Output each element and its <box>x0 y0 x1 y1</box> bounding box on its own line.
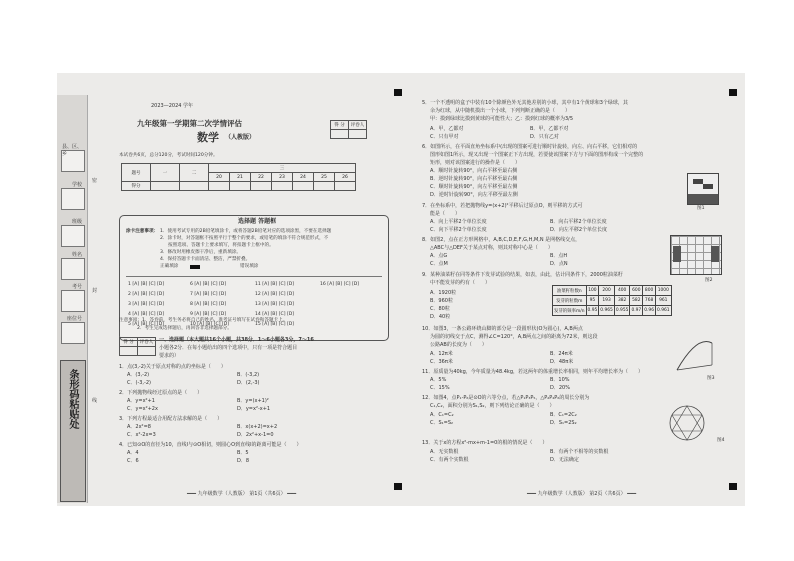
figure-4-label: 图4 <box>717 438 725 443</box>
figure-block <box>703 184 713 189</box>
seal-mark-xian: 线 <box>92 398 98 404</box>
option: C．y=x²+2x <box>127 406 158 412</box>
option: D．无法确定 <box>550 457 579 463</box>
option: C．有两个实数根 <box>430 457 469 463</box>
option: B．逆时针旋转90°，向右平移至最右侧 <box>430 176 518 182</box>
grader-cell[interactable] <box>349 130 367 139</box>
question-1: 1．点(3,-2)关于原点对称的点的坐标是（ ） <box>119 364 226 370</box>
question-6: 6．如图所示，在平面直角坐标系中(出现的图案可进行顺时针旋转，向左、向右平移，它们相对的 <box>422 144 638 150</box>
table-cell: 0.96 <box>643 306 656 316</box>
table-cell: 0.97 <box>630 306 643 316</box>
answer-row[interactable]: 12 [A] [B] [C] [D] <box>255 292 295 297</box>
figure-4 <box>662 403 712 443</box>
table-header: 发芽的粒数m <box>553 296 587 306</box>
correct-fill-sample <box>190 265 200 269</box>
exam-sheet <box>57 73 745 506</box>
question-3: 3．下列方程最适合用配方法求解的是（ ） <box>119 416 223 422</box>
option: C．S₁=S₂ <box>430 420 454 426</box>
option: A．C₁=C₂ <box>430 412 454 418</box>
score-cell[interactable] <box>314 182 335 191</box>
figure-3 <box>672 335 717 375</box>
option: C．15% <box>430 385 450 391</box>
score-table <box>121 163 356 191</box>
exam-number-label: 考号 <box>71 284 82 290</box>
option: B．y=(x+1)² <box>237 398 269 404</box>
question-7-line2: 能是（ ） <box>430 211 461 217</box>
option: A．12π米 <box>430 351 453 357</box>
school-label: 学校 <box>71 182 82 188</box>
score-table-q21: 21 <box>230 173 251 182</box>
table-cell: 200 <box>599 286 615 296</box>
answer-row[interactable]: 3 [A] [B] [C] [D] <box>128 302 165 307</box>
wrong-fill-label: 错误填涂 <box>240 264 259 269</box>
option: D．只有乙对 <box>530 134 559 140</box>
figure-triangle <box>673 246 681 262</box>
answer-row[interactable]: 11 [A] [B] [C] [D] <box>255 282 295 287</box>
option: D．(2,-3) <box>237 380 260 386</box>
score-cell[interactable] <box>209 182 230 191</box>
table-cell: 582 <box>630 296 643 306</box>
exam-subject: 数学 <box>197 131 219 144</box>
table-cell: 0.961 <box>656 306 672 316</box>
divider <box>126 276 382 277</box>
question-11: 11．原质量为40kg，今年质量为48.4kg，若这两年的体重增长率相同，则年平均增长率为（ ） <box>422 369 644 375</box>
figure-1-label: 图1 <box>697 206 705 211</box>
correct-fill-label: 正确填涂 <box>160 264 179 269</box>
question-8-line2: △ABC与△DEF关于某点对称，则其对称中心是（ ） <box>430 245 553 251</box>
answer-notes-label: 涂卡注意事项： <box>126 229 159 234</box>
answer-note: 按照选项、答题卡上要求填写，将扣题卡上框中的。 <box>168 243 274 248</box>
top-score-box <box>330 120 367 139</box>
option: A．顺时针旋转90°，向右平移至最右侧 <box>430 168 518 174</box>
class-label: 班级 <box>71 219 82 225</box>
table-cell: 95 <box>586 296 599 306</box>
score-cell[interactable] <box>138 347 156 356</box>
score-table-q26: 26 <box>335 173 356 182</box>
score-cell[interactable] <box>331 130 349 139</box>
option: A．向上平移2个单位长度 <box>430 219 487 225</box>
score-cell[interactable] <box>180 182 209 191</box>
option: B．x(x+2)=x+2 <box>237 424 278 430</box>
seal-mark-mi: 密 <box>92 178 98 184</box>
option: D．y=x²-x+1 <box>237 406 271 412</box>
school-year: 2023—2024 学年 <box>151 103 194 109</box>
table-cell: 768 <box>643 296 656 306</box>
option: C．x²-2x=3 <box>127 432 156 438</box>
figure-2-label: 图2 <box>705 278 713 283</box>
table-cell: 0.955 <box>614 306 630 316</box>
question-6-line2: 图形如图1所示，现又出现一个图案正下方出现，若要使该图案下方与下面的图形构成一个完整的 <box>430 152 644 158</box>
score-table-q22: 22 <box>251 173 272 182</box>
question-9: 9．某种油菜籽在同等条件下发芽试验的结果，如表，由此，估计同条件下，2000粒油菜籽 <box>422 272 623 278</box>
answer-row[interactable]: 14 [A] [B] [C] [D] <box>255 312 295 317</box>
option: A．1920粒 <box>430 290 457 296</box>
option: C．36π米 <box>430 359 453 365</box>
option: B．24π米 <box>550 351 573 357</box>
option: B．5 <box>237 450 249 456</box>
grader-header: 评卷人 <box>138 338 156 347</box>
score-table-label: 题号 <box>122 164 151 182</box>
option: A．2x²=8 <box>127 424 151 430</box>
answer-note: 4．保持答题卡卡面清洁、整洁，严禁折叠。 <box>160 257 251 262</box>
option: C．向下平移2个单位长度 <box>430 227 487 233</box>
figure-3-label: 图3 <box>707 376 715 381</box>
score-cell[interactable] <box>335 182 356 191</box>
question-6-line3: 矩形，则对该图案进行的操作是（ ） <box>430 160 521 166</box>
option: A．(3,-2) <box>127 372 150 378</box>
question-7: 7．在坐标系中，若把抛物线y=(x+2)²平移后过原点O，则平移的方式可 <box>422 203 583 209</box>
seal-mark-feng: 封 <box>92 288 98 294</box>
table-cell: 800 <box>643 286 656 296</box>
question-2: 2．下列抛物线经过原点的是（ ） <box>119 390 203 396</box>
score-cell[interactable] <box>293 182 314 191</box>
option: A．5% <box>430 377 447 383</box>
question-13: 13．关于x的方程x²-mx+m-1=0的根的情况是（ ） <box>422 440 548 446</box>
score-table-col-3: 三 <box>209 164 356 173</box>
score-table-q23: 23 <box>272 173 293 182</box>
section-score-box <box>119 337 156 356</box>
grader-header: 评卷人 <box>349 121 367 130</box>
table-cell: 193 <box>599 296 615 306</box>
exam-edition: （人教版） <box>225 134 256 141</box>
score-cell[interactable] <box>151 182 180 191</box>
table-cell: 0.95 <box>586 306 599 316</box>
option: A．点G <box>430 253 448 259</box>
question-10-line2: 为圆的切线交于点C，测得∠C=120°，A,B两点之间的距离为72米，则这段 <box>430 334 598 340</box>
germination-table <box>552 285 672 316</box>
question-9-line2: 中不能发芽的约有（ ） <box>430 280 491 286</box>
attention-line: 注意事项：1．答卷前，考生务必将自己的姓名、准考证号填写在试卷和答题卡上。 <box>119 318 288 323</box>
option: C．顺时针旋转90°，向左平移至最左侧 <box>430 184 518 190</box>
option: D．20% <box>550 385 570 391</box>
answer-note: 2．涂卡时，对答题框不按照平行于整个的要求，或铅笔的填涂不符合规范形式，不 <box>160 236 329 241</box>
name-label: 姓名 <box>71 252 82 258</box>
answer-row[interactable]: 1 [A] [B] [C] [D] <box>128 282 165 287</box>
option: B．有两个不相等的实数根 <box>550 449 609 455</box>
page-footer-right: ━━━ 九年级数学（人教版） 第2页（共6页） ━━━ <box>527 491 637 497</box>
seat-number-label: 座位号 <box>66 316 82 322</box>
score-header: 得 分 <box>120 338 138 347</box>
barcode-area <box>60 360 86 502</box>
exam-number-field[interactable] <box>61 284 85 312</box>
option: C．6 <box>127 458 139 464</box>
question-12-line2: C₁,C₂，面积分别为S₁,S₂，则下列结论正确的是（ ） <box>430 403 555 409</box>
table-cell: 382 <box>614 296 630 306</box>
option: D．40粒 <box>430 314 451 320</box>
binding-sidebar <box>57 95 88 503</box>
section-heading: 一、选择题（本大题共16个小题，共38分．1～6小题各3分，7～16 <box>159 337 314 343</box>
figure-block <box>693 179 703 184</box>
school-field[interactable] <box>61 182 85 210</box>
score-table-col-1: 一 <box>151 164 180 182</box>
registration-mark <box>729 89 737 96</box>
option: D．8 <box>237 458 250 464</box>
section-heading: 小题各2分．在每小题给出的四个选项中，只有一项是符合题目 <box>159 345 298 351</box>
registration-mark <box>394 89 402 96</box>
figure-2 <box>670 235 722 275</box>
answer-row[interactable]: 2 [A] [B] [C] [D] <box>128 292 165 297</box>
option: B．(-3,2) <box>237 372 260 378</box>
question-5: 5．一个不透明的盒子中装有10个除颜色外无其他差别的小球，其中有1个黄球和3个绿球，其 <box>422 100 628 106</box>
score-table-q20: 20 <box>209 173 230 182</box>
answer-row[interactable]: 6 [A] [B] [C] [D] <box>190 282 227 287</box>
score-cell[interactable] <box>251 182 272 191</box>
table-cell: 1000 <box>656 286 672 296</box>
score-table-q25: 25 <box>314 173 335 182</box>
option: D．S₁=2S₂ <box>550 420 577 426</box>
option: A．4 <box>127 450 139 456</box>
option: A．无实数根 <box>430 449 459 455</box>
question-8: 8．如图2，点在正方形网格中，A,B,C,D,E,F,G,H,M,N 是网格线交点， <box>422 237 581 243</box>
table-cell: 961 <box>656 296 672 306</box>
answer-note: 1．使用考试专用的2B铅笔填涂卡，或将答题2B铅笔对应的选项涂黑，不要在选择题 <box>160 229 332 234</box>
answer-row[interactable]: 8 [A] [B] [C] [D] <box>190 302 227 307</box>
exam-notice: 本试卷共6页，总分120分，考试时间120分钟。 <box>119 153 218 158</box>
answer-row[interactable]: 4 [A] [B] [C] [D] <box>128 312 165 317</box>
answer-note: 3．修改时用橡皮擦干净后，重新填涂。 <box>160 250 242 255</box>
table-cell: 600 <box>630 286 643 296</box>
answer-box-title: 选择题 答题框 <box>238 218 277 225</box>
name-field[interactable] <box>61 252 85 280</box>
section-heading: 要求的） <box>159 353 180 359</box>
option: D．48π米 <box>550 359 574 365</box>
score-table-q24: 24 <box>293 173 314 182</box>
option: B．点H <box>550 253 568 259</box>
score-table-row-label: 得分 <box>122 182 151 191</box>
answer-row[interactable]: 9 [A] [B] [C] [D] <box>190 312 227 317</box>
option: B．960粒 <box>430 298 453 304</box>
exam-title: 九年级第一学期第二次学情评估 <box>137 119 242 128</box>
barcode-label: 条形码粘贴处 <box>67 369 78 429</box>
answer-row[interactable]: 13 [A] [B] [C] [D] <box>255 302 295 307</box>
option: B．10% <box>550 377 570 383</box>
answer-row[interactable]: 15 [A] [B] [C] [D] <box>255 322 295 327</box>
option: C．只有甲对 <box>430 134 459 140</box>
option: A．甲，乙都对 <box>430 126 464 132</box>
table-header: 油菜籽粒数n <box>553 286 587 296</box>
circle-o <box>670 406 704 440</box>
figure-triangle <box>711 246 719 262</box>
seat-number-field[interactable] <box>61 316 85 344</box>
answer-row[interactable]: 16 [A] [B] [C] [D] <box>320 282 360 287</box>
question-10-line3: 公路AB的长度为（ ） <box>430 342 487 348</box>
question-10: 10．如图3，一条公路环绕山脚的部分是一段圆形状(O为圆心)，A,B两点 <box>422 326 583 332</box>
figure-1 <box>687 173 719 205</box>
registration-mark <box>729 483 737 490</box>
district-label: 县、区、乡 <box>62 144 83 157</box>
page-footer-left: ━━━ 九年级数学（人教版） 第1页（共6页） ━━━ <box>187 491 297 497</box>
score-cell[interactable] <box>230 182 251 191</box>
district-field[interactable] <box>61 144 85 172</box>
score-cell[interactable] <box>120 347 138 356</box>
answer-row[interactable]: 7 [A] [B] [C] [D] <box>190 292 227 297</box>
answer-row[interactable]: 10 [A] [B] [C] [D] <box>190 322 230 327</box>
score-cell[interactable] <box>272 182 293 191</box>
option: D．向左平移2个单位长度 <box>550 227 608 233</box>
option: D．点N <box>550 261 568 267</box>
attention-line: 2．考生完成选择题后，再回答非选择题部分。 <box>137 326 232 331</box>
question-5-line2: 余为红球，从中随机摸出一个小球，下列判断正确的是（ ） <box>430 108 571 114</box>
option: D．逆时针旋转90°，向左平移至最左侧 <box>430 192 518 198</box>
score-table-col-2: 二 <box>180 164 209 182</box>
table-cell: 0.965 <box>599 306 615 316</box>
option: B．C₁=2C₂ <box>550 412 577 418</box>
table-cell: 100 <box>586 286 599 296</box>
option: B．向右平移2个单位长度 <box>550 219 607 225</box>
class-field[interactable] <box>61 219 85 247</box>
option: A．y=x²+1 <box>127 398 155 404</box>
registration-mark <box>394 483 402 490</box>
question-12: 12．如图4，点P₁-P₆是⊙O的六等分点，若△P₁P₃P₅，△P₂P₄P₆的周长分别为 <box>422 395 590 401</box>
tangent-line <box>677 365 712 370</box>
answer-row[interactable]: 5 [A] [B] [C] [D] <box>128 322 165 327</box>
question-5-line3: 甲：摸到绿球比摸到黄球的可能性大；乙：摸到红球的概率为3/5 <box>430 116 574 122</box>
option: D．2x²+x-1=0 <box>237 432 274 438</box>
option: C．(-3,-2) <box>127 380 151 386</box>
table-cell: 400 <box>614 286 630 296</box>
figure-block <box>688 194 718 204</box>
question-4: 4．已知⊙O的直径为10，直线l与⊙O相切，则圆心O到直线l的距离可能是（ ） <box>119 442 302 448</box>
table-header: 发芽的频率m/n <box>553 306 587 316</box>
option: C．80粒 <box>430 306 450 312</box>
score-header: 得 分 <box>331 121 349 130</box>
option: B．甲，乙都不对 <box>530 126 569 132</box>
option: C．点M <box>430 261 448 267</box>
